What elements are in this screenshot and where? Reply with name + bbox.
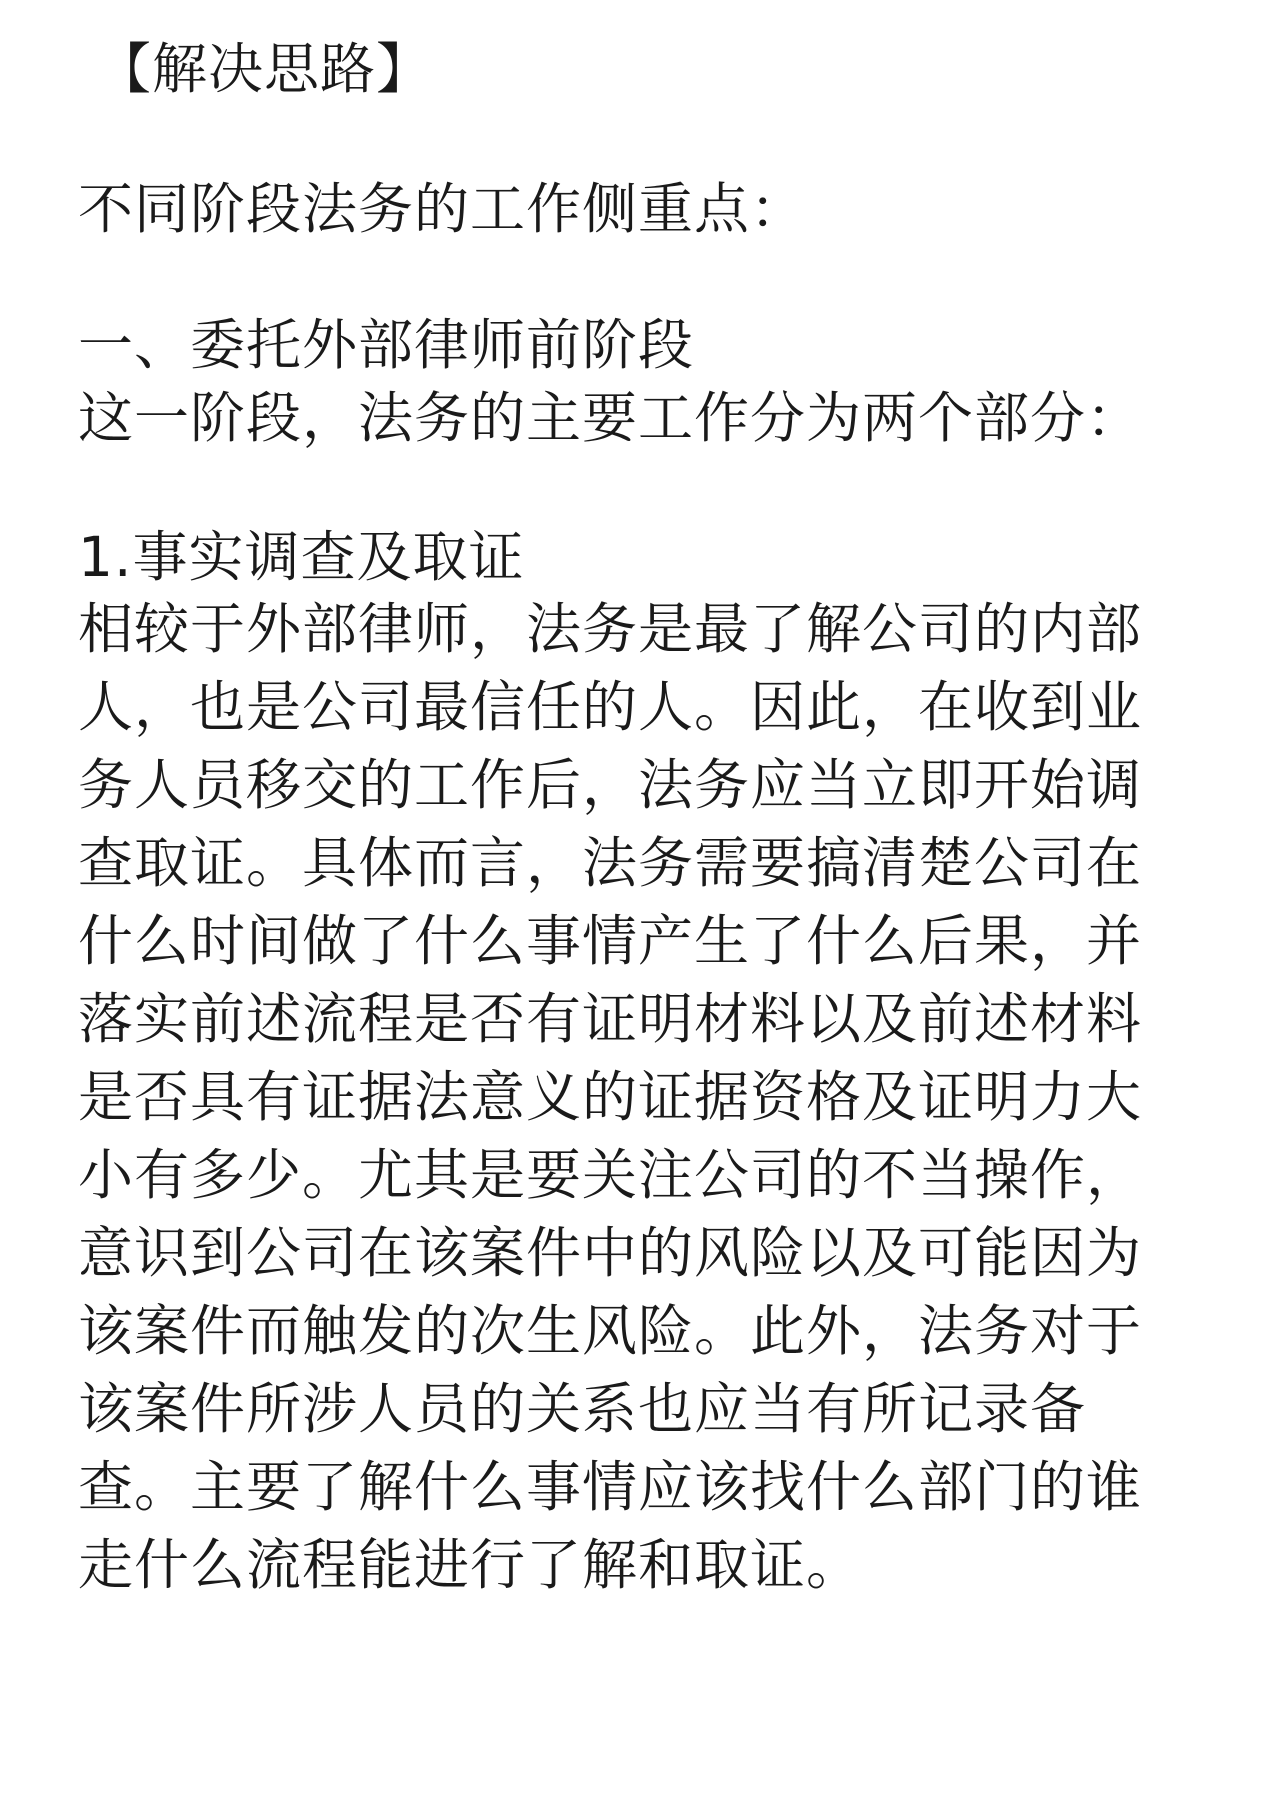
paragraph-line: 该案件而触发的次生风险。此外，法务对于 [78,1299,1143,1363]
paragraph-line: 落实前述流程是否有证明材料以及前述材料 [78,987,1143,1051]
item-one-heading: 1.事实调查及取证 [78,525,525,589]
paragraph-line: 该案件所涉人员的关系也应当有所记录备 [78,1377,1087,1441]
paragraph-line: 小有多少。尤其是要关注公司的不当操作， [78,1143,1143,1207]
paragraph-line: 人，也是公司最信任的人。因此，在收到业 [78,675,1143,739]
stage-one-heading: 一、委托外部律师前阶段 [78,313,695,377]
paragraph-line: 是否具有证据法意义的证据资格及证明力大 [78,1065,1143,1129]
paragraph-line: 什么时间做了什么事情产生了什么后果，并 [78,909,1143,973]
paragraph-line: 相较于外部律师，法务是最了解公司的内部 [78,597,1143,661]
paragraph-line: 意识到公司在该案件中的风险以及可能因为 [78,1221,1143,1285]
stage-one-summary: 这一阶段，法务的主要工作分为两个部分： [78,386,1143,450]
section-title: 【解决思路】 [96,37,433,101]
paragraph-line: 查。主要了解什么事情应该找什么部门的谁 [78,1455,1143,1519]
paragraph-line: 查取证。具体而言，法务需要搞清楚公司在 [78,831,1143,895]
paragraph-line: 务人员移交的工作后，法务应当立即开始调 [78,753,1143,817]
paragraph-line: 走什么流程能进行了解和取证。 [78,1533,863,1597]
intro-text: 不同阶段法务的工作侧重点： [78,177,807,241]
